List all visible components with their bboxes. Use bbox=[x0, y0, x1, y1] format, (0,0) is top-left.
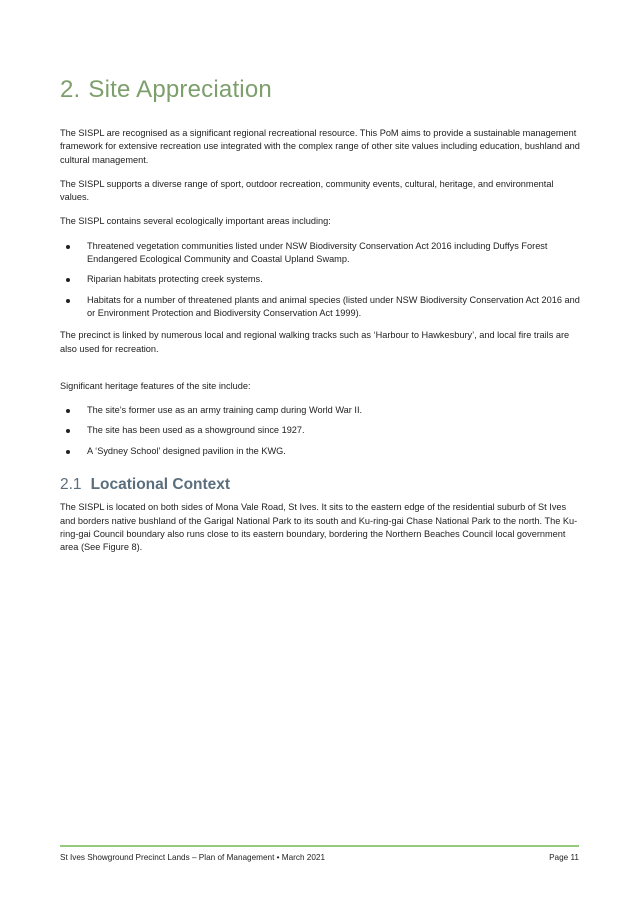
paragraph-locational-context: The SISPL is located on both sides of Mona Vale Road, St Ives. It sits to the eastern edge of the residential suburb of St Ives and borders native bushland of the Garigal National Park to its south and Ku-ring-gai Chase National Park to the north. The Ku-ring-gai Council boundary also runs close to its eastern boundary, bordering the Northern Beaches Council local government area (See Figure 8). bbox=[60, 502, 578, 553]
paragraph-intro: The SISPL are recognised as a significant regional recreational resource. This PoM aims to provide a sustainable management framework for extensive recreation use integrated with the complex range of other site values including education, bushland and cultural management. bbox=[60, 128, 580, 165]
page-number: Page 11 bbox=[549, 853, 579, 862]
list-item: The site’s former use as an army training camp during World War II. bbox=[60, 404, 582, 417]
list-item: A ‘Sydney School’ designed pavilion in the KWG. bbox=[60, 445, 582, 458]
ecological-areas-list bbox=[60, 240, 582, 320]
list-item: Habitats for a number of threatened plants and animal species (listed under NSW Biodiversity Conservation Act 2016 and or Environment Protection and Biodiversity Conservation Act 1999). bbox=[60, 294, 582, 321]
list-item: The site has been used as a showground since 1927. bbox=[60, 424, 582, 437]
paragraph-values: The SISPL supports a diverse range of sport, outdoor recreation, community events, cultural, heritage, and environmental values. bbox=[60, 178, 554, 203]
paragraph-walking-tracks: The precinct is linked by numerous local and regional walking tracks such as ‘Harbour to Hawkesbury’, and local fire trails are also used for recreation. bbox=[60, 330, 570, 354]
section-number: 2. bbox=[60, 76, 81, 103]
paragraph-eco-intro: The SISPL contains several ecologically important areas including: bbox=[60, 216, 331, 227]
subsection-title: Locational Context bbox=[90, 476, 231, 494]
footer-document-title: St Ives Showground Precinct Lands – Plan of Management • March 2021 bbox=[60, 853, 326, 862]
list-item: Riparian habitats protecting creek systems. bbox=[60, 273, 582, 286]
section-body bbox=[60, 127, 582, 566]
section-title: Site Appreciation bbox=[88, 76, 272, 103]
subsection-heading bbox=[60, 476, 582, 494]
list-item: Threatened vegetation communities listed under NSW Biodiversity Conservation Act 2016 including Duffys Forest Endangered Ecological Community and Coastal Upland Swamp. bbox=[60, 240, 582, 267]
heritage-features-list bbox=[60, 404, 582, 458]
section-heading bbox=[60, 76, 272, 104]
subsection-number: 2.1 bbox=[60, 476, 82, 494]
paragraph-heritage-intro: Significant heritage features of the site include: bbox=[60, 380, 251, 391]
page-footer bbox=[60, 853, 579, 862]
footer-rule bbox=[60, 845, 579, 847]
